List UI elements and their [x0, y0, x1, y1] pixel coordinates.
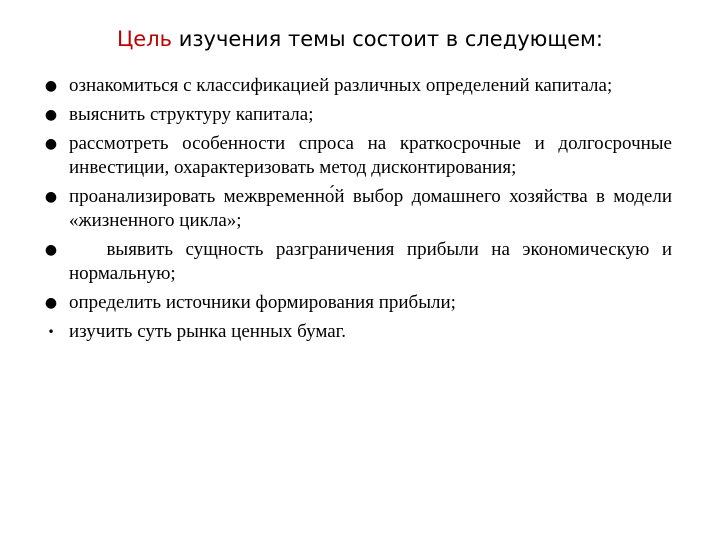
goals-list — [0, 74, 720, 349]
list-item — [0, 238, 720, 286]
title-text: изучения темы состоит в следующем: — [172, 27, 603, 51]
title-accent-word: Цель — [117, 27, 173, 51]
bullet-icon: • — [47, 325, 55, 339]
list-item-text: изучить суть рынка ценных бумаг. — [69, 321, 347, 342]
list-item-text: проанализировать межвременно́й выбор домашнего хозяйства в модели «жизненного цикла»; — [69, 186, 672, 231]
bullet-icon: ● — [44, 189, 58, 205]
list-item — [0, 132, 720, 180]
slide-title — [0, 27, 720, 51]
list-item-text: рассмотреть особенности спроса на краткосрочные и долгосрочные инвестиции, охарактеризовать метод дисконтирования; — [69, 133, 672, 178]
list-item-text: выявить сущность разграничения прибыли на экономическую и нормальную; — [69, 239, 677, 284]
list-item — [0, 320, 720, 344]
bullet-icon: ● — [44, 78, 58, 94]
list-item-text: определить источники формирования прибыли; — [69, 292, 456, 313]
bullet-icon: ● — [44, 136, 58, 152]
list-item — [0, 185, 720, 233]
bullet-icon: ● — [44, 295, 58, 311]
list-item — [0, 74, 720, 98]
list-item-text: выяснить структуру капитала; — [69, 104, 314, 125]
bullet-icon: ● — [44, 107, 58, 123]
list-item — [0, 103, 720, 127]
list-item — [0, 291, 720, 315]
list-item-text: ознакомиться с классификацией различных определений капитала; — [69, 75, 613, 96]
bullet-icon: ● — [44, 242, 58, 258]
